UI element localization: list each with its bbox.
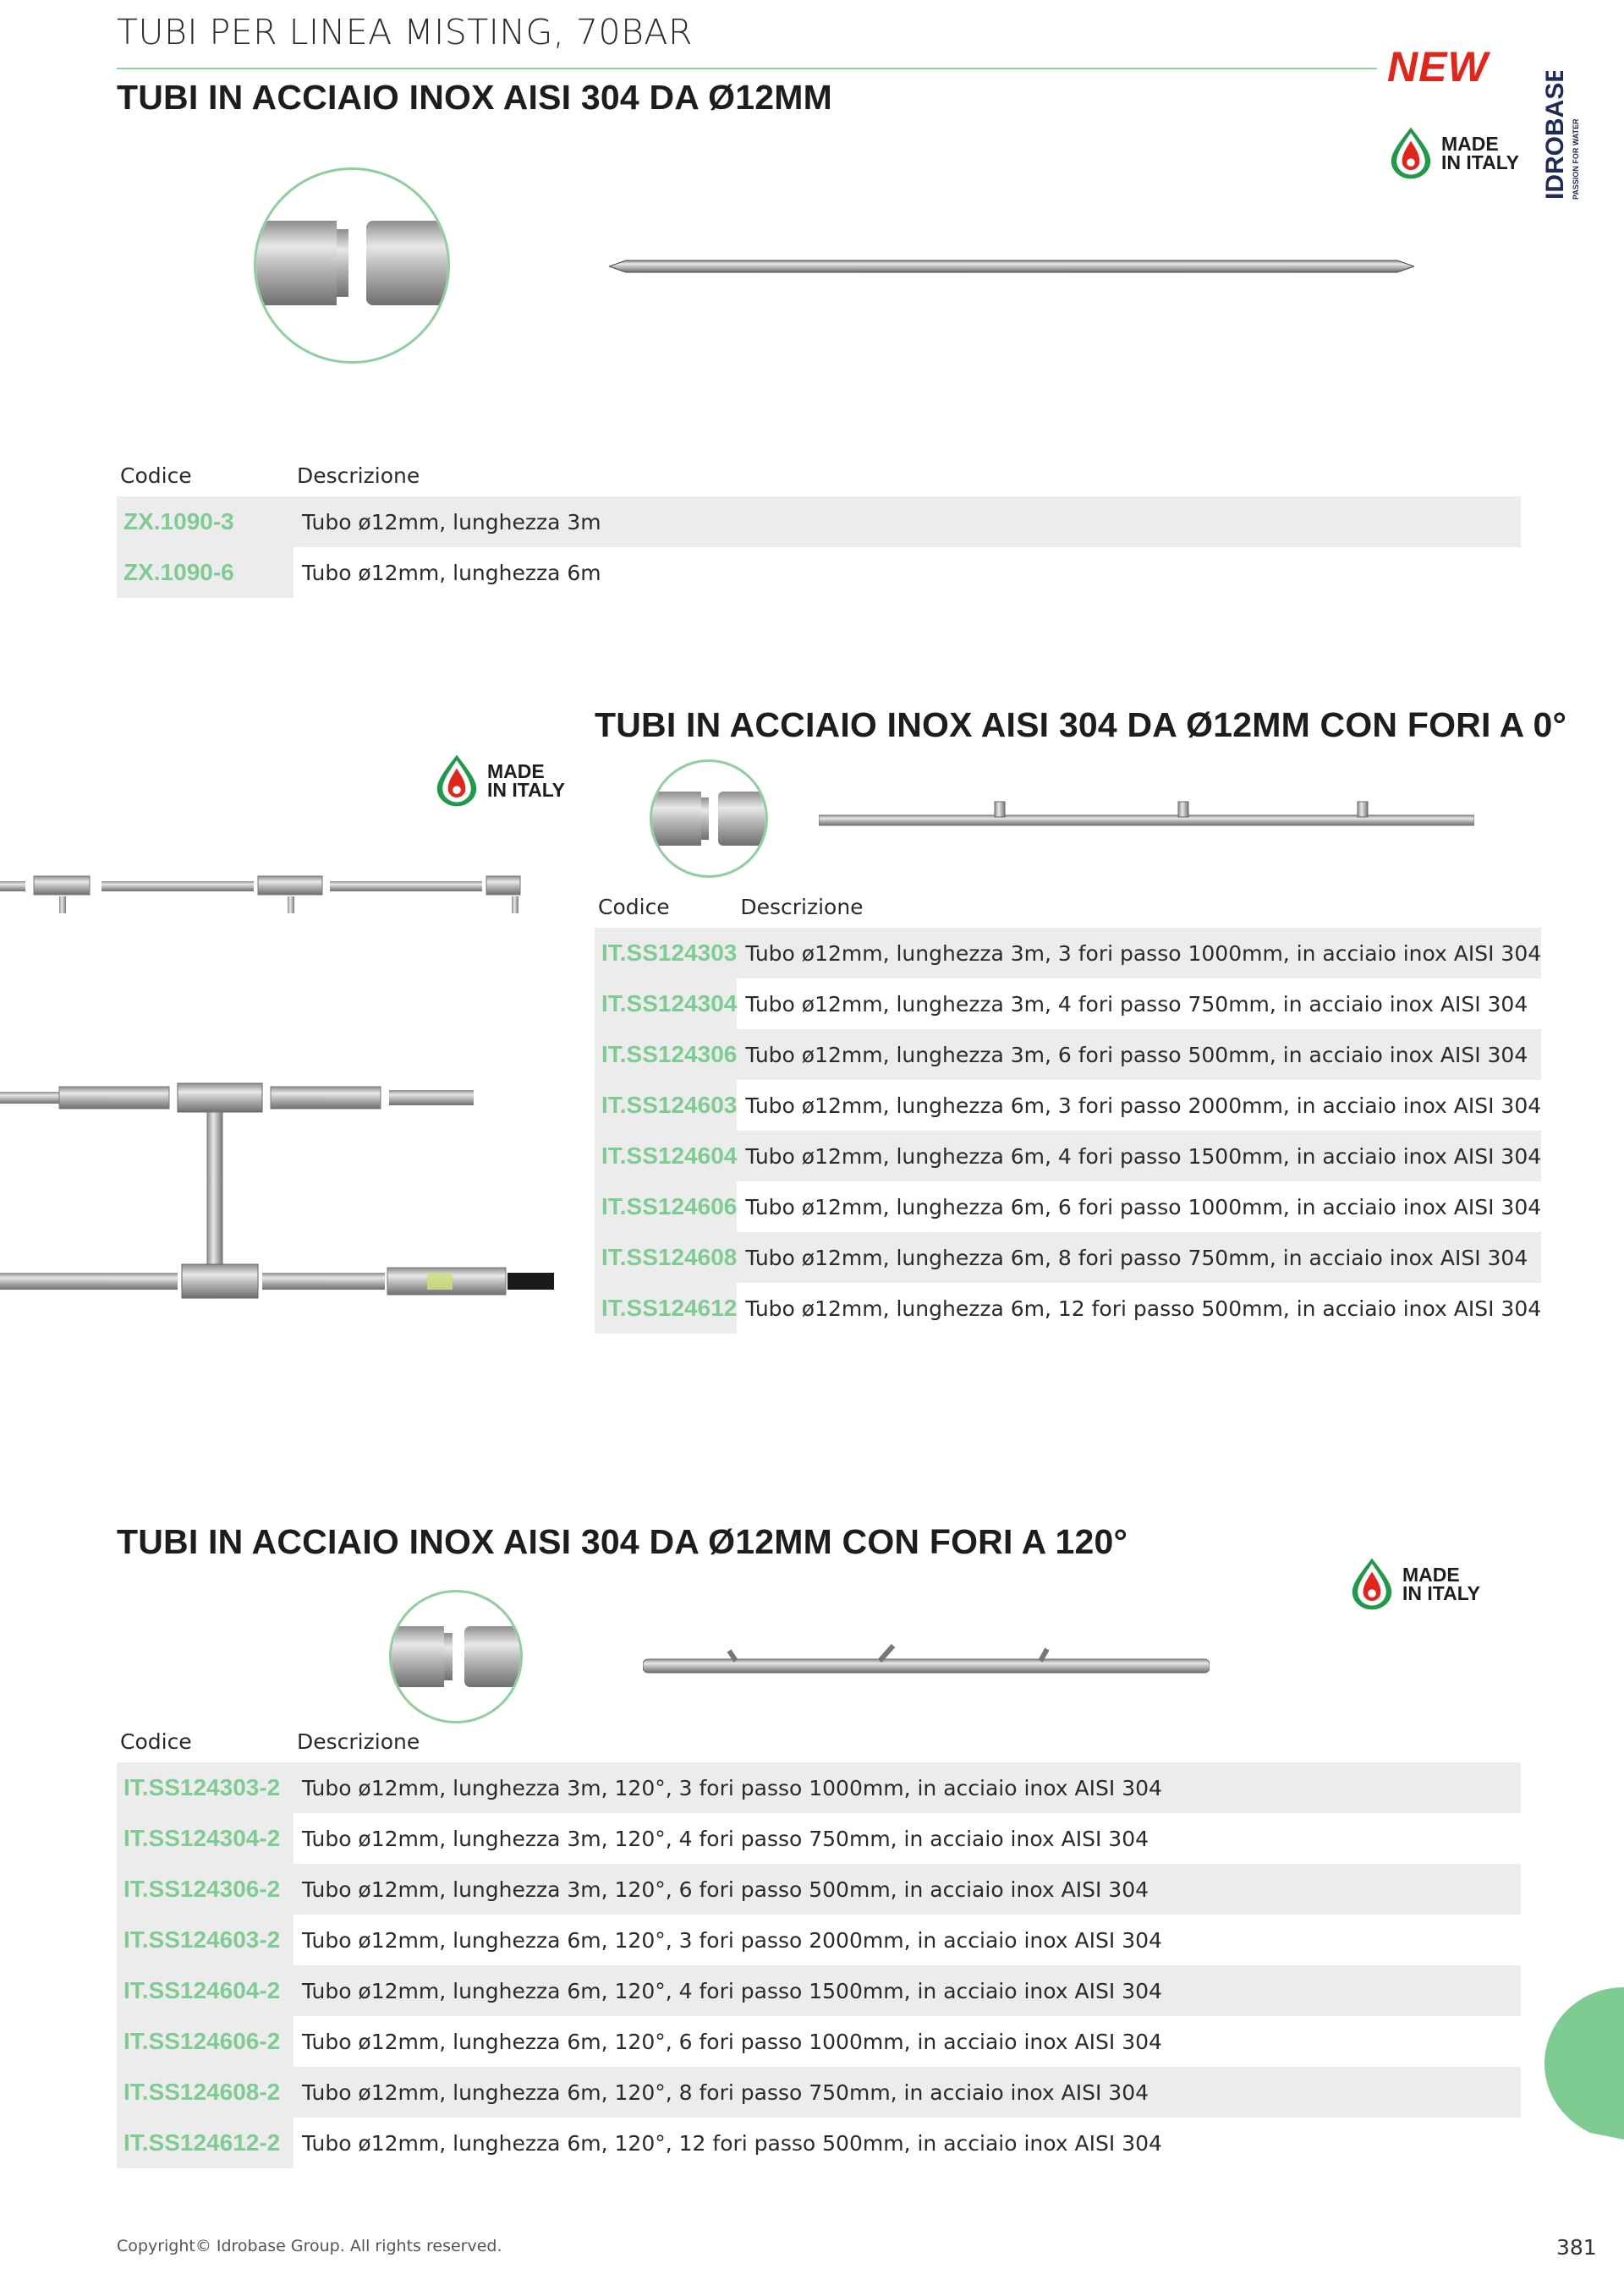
made-in-italy-line2: IN ITALY: [1402, 1582, 1481, 1604]
product-description: Tubo ø12mm, lunghezza 3m, 3 fori passo 1000mm, in acciaio inox AISI 304: [737, 928, 1541, 978]
table-row: [595, 1029, 1541, 1080]
product-description: Tubo ø12mm, lunghezza 3m, 6 fori passo 500mm, in acciaio inox AISI 304: [737, 1029, 1541, 1080]
product-description: Tubo ø12mm, lunghezza 3m, 120°, 4 fori passo 750mm, in acciaio inox AISI 304: [294, 1813, 1521, 1864]
col-header-code: Codice: [120, 1729, 192, 1754]
product-description: Tubo ø12mm, lunghezza 6m, 120°, 8 fori passo 750mm, in acciaio inox AISI 304: [294, 2067, 1521, 2118]
table-row: [117, 1864, 1521, 1915]
col-header-code: Codice: [120, 463, 192, 488]
table-row: [595, 1232, 1541, 1283]
tube-tee-assembly-image: [0, 1078, 558, 1307]
table-row: [117, 496, 1521, 547]
product-description: Tubo ø12mm, lunghezza 6m, 8 fori passo 750mm, in acciaio inox AISI 304: [737, 1232, 1541, 1283]
product-code: ZX.1090-3: [117, 496, 294, 547]
fitting-detail-image: [389, 1590, 523, 1723]
tube-assembly-image: [0, 871, 524, 922]
product-code: IT.SS124608-2: [117, 2067, 294, 2118]
table-row: [595, 978, 1541, 1029]
green-page-tab: [1544, 1987, 1624, 2140]
product-code: IT.SS124612: [595, 1283, 737, 1334]
copyright-text: Copyright© Idrobase Group. All rights reserved.: [117, 2237, 502, 2255]
table-row: [117, 2118, 1521, 2168]
made-in-italy-line2: IN ITALY: [1441, 151, 1520, 173]
product-code: IT.SS124306: [595, 1029, 737, 1080]
section-1-table: [117, 463, 1521, 598]
product-code: IT.SS124604: [595, 1131, 737, 1181]
tube-holes-0-image: [819, 795, 1474, 834]
header-divider: [117, 68, 1377, 69]
col-header-description: Descrizione: [297, 1729, 420, 1754]
brand-name: IDROBASE: [1541, 71, 1569, 200]
product-code: IT.SS124303: [595, 928, 737, 978]
table-row: [595, 1131, 1541, 1181]
table-row: [595, 928, 1541, 978]
table-row: [117, 2016, 1521, 2067]
table-row: [117, 1915, 1521, 1965]
made-in-italy-logo: [1387, 125, 1519, 181]
made-in-italy-logo: [433, 753, 565, 808]
col-header-description: Descrizione: [740, 895, 864, 919]
product-code: ZX.1090-6: [117, 547, 294, 598]
italy-drop-icon: [1387, 125, 1435, 181]
italy-drop-icon: [1348, 1556, 1396, 1612]
product-description: Tubo ø12mm, lunghezza 3m, 4 fori passo 750mm, in acciaio inox AISI 304: [737, 978, 1541, 1029]
made-in-italy-line1: MADE: [1441, 133, 1499, 155]
section-2-table: [595, 895, 1541, 1334]
product-code: IT.SS124608: [595, 1232, 737, 1283]
fitting-detail-image: [254, 167, 450, 364]
fitting-detail-image: [650, 759, 768, 878]
col-header-description: Descrizione: [297, 463, 420, 488]
product-code: IT.SS124603-2: [117, 1915, 294, 1965]
product-description: Tubo ø12mm, lunghezza 6m, 120°, 3 fori passo 2000mm, in acciaio inox AISI 304: [294, 1915, 1521, 1965]
product-code: IT.SS124612-2: [117, 2118, 294, 2168]
product-description: Tubo ø12mm, lunghezza 6m, 12 fori passo 500mm, in acciaio inox AISI 304: [737, 1283, 1541, 1334]
product-code: IT.SS124603: [595, 1080, 737, 1131]
product-description: Tubo ø12mm, lunghezza 6m, 120°, 6 fori passo 1000mm, in acciaio inox AISI 304: [294, 2016, 1521, 2067]
made-in-italy-logo: [1348, 1556, 1480, 1612]
product-description: Tubo ø12mm, lunghezza 6m: [294, 547, 1521, 598]
idrobase-brand: [1538, 71, 1585, 203]
tube-holes-120-image: [643, 1625, 1210, 1676]
product-description: Tubo ø12mm, lunghezza 6m, 3 fori passo 2000mm, in acciaio inox AISI 304: [737, 1080, 1541, 1131]
product-description: Tubo ø12mm, lunghezza 6m, 4 fori passo 1500mm, in acciaio inox AISI 304: [737, 1131, 1541, 1181]
page-number: 381: [1556, 2235, 1597, 2260]
section-3-title: TUBI IN ACCIAIO INOX AISI 304 DA Ø12MM CON FORI A 120°: [117, 1522, 1128, 1561]
table-row: [117, 1965, 1521, 2016]
section-3-table: [117, 1729, 1521, 2168]
brand-tagline: PASSION FOR WATER: [1572, 118, 1580, 200]
section-2-title: TUBI IN ACCIAIO INOX AISI 304 DA Ø12MM CON FORI A 0°: [595, 705, 1567, 744]
table-row: [595, 1181, 1541, 1232]
section-1-title: TUBI IN ACCIAIO INOX AISI 304 DA Ø12MM: [117, 78, 832, 117]
italy-drop-icon: [433, 753, 480, 808]
product-description: Tubo ø12mm, lunghezza 6m, 6 fori passo 1000mm, in acciaio inox AISI 304: [737, 1181, 1541, 1232]
made-in-italy-line2: IN ITALY: [487, 779, 566, 801]
product-description: Tubo ø12mm, lunghezza 3m, 120°, 3 fori passo 1000mm, in acciaio inox AISI 304: [294, 1762, 1521, 1813]
product-description: Tubo ø12mm, lunghezza 6m, 120°, 4 fori passo 1500mm, in acciaio inox AISI 304: [294, 1965, 1521, 2016]
table-row: [117, 1813, 1521, 1864]
product-code: IT.SS124606-2: [117, 2016, 294, 2067]
product-code: IT.SS124306-2: [117, 1864, 294, 1915]
product-code: IT.SS124304-2: [117, 1813, 294, 1864]
product-code: IT.SS124606: [595, 1181, 737, 1232]
table-row: [595, 1080, 1541, 1131]
product-code: IT.SS124604-2: [117, 1965, 294, 2016]
new-badge: NEW: [1387, 43, 1489, 90]
product-code: IT.SS124304: [595, 978, 737, 1029]
table-row: [595, 1283, 1541, 1334]
table-row: [117, 1762, 1521, 1813]
table-row: [117, 547, 1521, 598]
product-description: Tubo ø12mm, lunghezza 3m: [294, 496, 1521, 547]
straight-tube-image: [609, 255, 1414, 277]
col-header-code: Codice: [598, 895, 670, 919]
table-row: [117, 2067, 1521, 2118]
product-description: Tubo ø12mm, lunghezza 6m, 120°, 12 fori passo 500mm, in acciaio inox AISI 304: [294, 2118, 1521, 2168]
product-description: Tubo ø12mm, lunghezza 3m, 120°, 6 fori passo 500mm, in acciaio inox AISI 304: [294, 1864, 1521, 1915]
made-in-italy-line1: MADE: [487, 760, 545, 782]
made-in-italy-line1: MADE: [1402, 1564, 1460, 1586]
product-code: IT.SS124303-2: [117, 1762, 294, 1813]
category-title: TUBI PER LINEA MISTING, 70BAR: [117, 12, 693, 52]
